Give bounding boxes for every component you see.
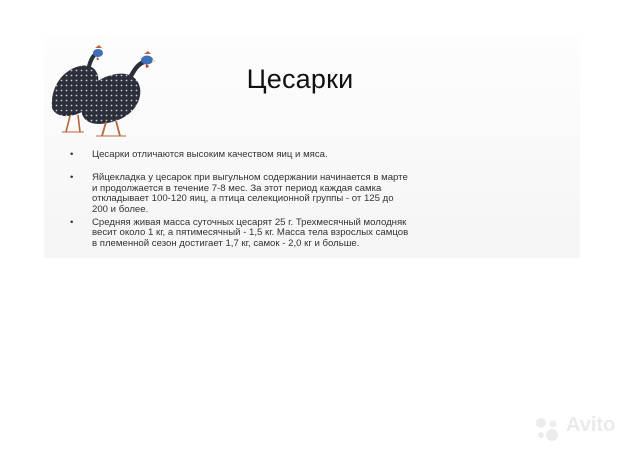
bullet-marker: • — [70, 172, 74, 184]
bullet-list — [70, 150, 410, 249]
avito-watermark — [532, 414, 632, 444]
bullet-text: Цесарки отличаются высоким качеством яиц и мяса. — [92, 149, 328, 160]
list-item — [70, 173, 410, 215]
bullet-text: Яйцекладка у цесарок при выгульном содержании начинается в марте и продолжается в течение 7-8 мес. За этот период каждая самка откладывает 100-120 яиц, а птица селекционной группы - от 125 до 200 и более. — [92, 172, 408, 215]
guinea-fowl-front — [82, 51, 156, 136]
guinea-fowl-illustration — [44, 38, 174, 138]
watermark-text: Avito — [566, 414, 616, 436]
bullet-marker: • — [70, 217, 74, 229]
list-item — [70, 218, 410, 249]
avito-logo-icon — [532, 414, 562, 444]
bullet-text: Средняя живая масса суточных цесарят 25 г. Трехмесячный молодняк весит около 1 кг, а пятимесячный - 1,5 кг. Масса тела взрослых самцов в племенной сезон достигает 1,7 кг, самок - 2,0 кг и больше. — [92, 217, 409, 249]
list-item — [70, 150, 410, 160]
bullet-marker: • — [70, 149, 74, 160]
slide-title: Цесарки — [246, 64, 354, 94]
